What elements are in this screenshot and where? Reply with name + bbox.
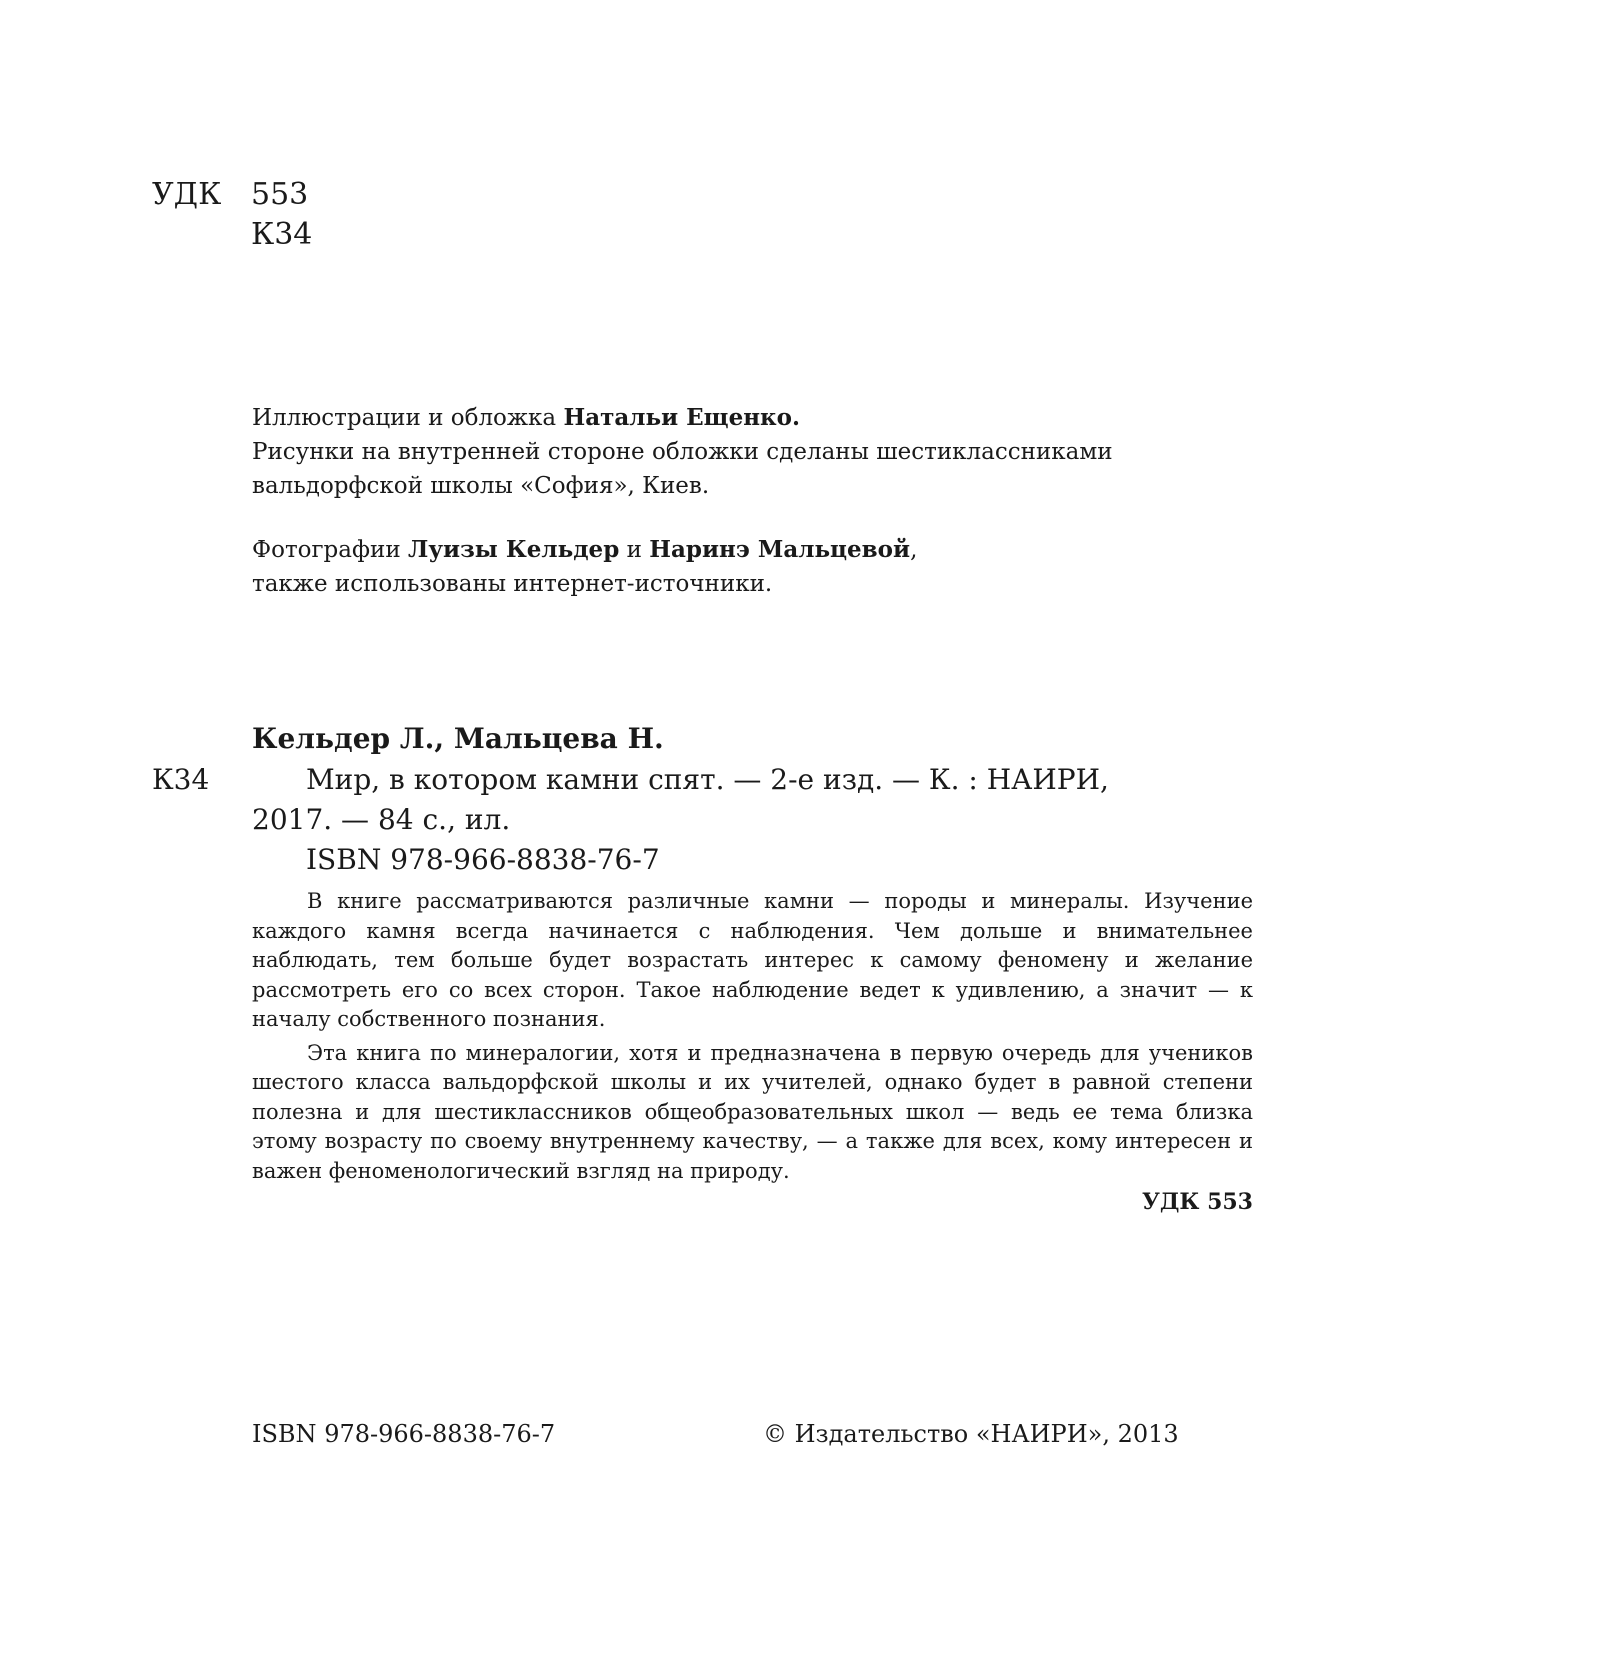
author-mark-top: К34 [251, 217, 313, 252]
isbn-record: ISBN 978-966-8838-76-7 [306, 843, 660, 876]
photographer-2: Наринэ Мальцевой [649, 536, 911, 563]
title-line-2: 2017. — 84 с., ил. [252, 803, 511, 836]
udk-label: УДК [152, 177, 222, 212]
annotation [252, 887, 1253, 1190]
photographer-1: Луизы Кельдер [407, 536, 620, 563]
illustrations-prefix: Иллюстрации и обложка [252, 405, 557, 431]
footer-isbn: ISBN 978-966-8838-76-7 [252, 1420, 556, 1448]
udk-value: 553 [251, 177, 309, 212]
photos-credit [252, 533, 917, 567]
authors: Кельдер Л., Мальцева Н. [252, 722, 664, 755]
internet-sources: также использованы интернет-источники. [252, 571, 773, 597]
annotation-udk: УДК 553 [1141, 1189, 1253, 1215]
annotation-paragraph-1: В книге рассматриваются различные камни — породы и минералы. Изучение каждого камня всегда начинается с наблюдения. Чем дольше и внимательнее наблюдать, тем больше будет возрастать интерес к самому феномену и желание рассмотреть его со всех сторон. Такое наблюдение ведет к удивлению, а значит — к началу собственного познания. [252, 889, 1253, 1031]
copyright: © Издательство «НАИРИ», 2013 [763, 1420, 1179, 1448]
title-line-1: Мир, в котором камни спят. — 2-е изд. — К. : НАИРИ, [306, 763, 1109, 796]
annotation-paragraph-2: Эта книга по минералогии, хотя и предназначена в первую очередь для учеников шестого класса вальдорфской школы и их учителей, однако будет в равной степени полезна и для шестиклассников общеобразовательных школ — ведь ее тема близка этому возрасту по своему внутреннему качеству, — а также для всех, кому интересен и важен феноменологический взгляд на природу. [252, 1040, 1253, 1183]
illustrator-name: Натальи Ещенко. [563, 404, 800, 431]
inner-cover-line-1: Рисунки на внутренней стороне обложки сделаны шестиклассниками [252, 439, 1113, 465]
inner-cover-line-2: вальдорфской школы «София», Киев. [252, 473, 710, 499]
photos-and: и [626, 537, 642, 563]
photos-prefix: Фотографии [252, 537, 401, 563]
photos-comma: , [910, 537, 918, 563]
illustrations-credit [252, 401, 800, 435]
author-mark: К34 [152, 763, 210, 796]
